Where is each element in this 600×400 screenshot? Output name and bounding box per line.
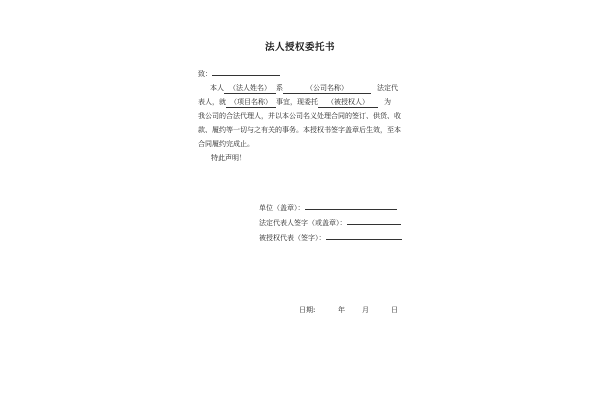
project-field[interactable]: （项目名称） [226,98,276,108]
document-title: 法人授权委托书 [264,42,335,53]
body-line-4: 款、履约等一切与之有关的事务。本授权书签字盖章后生效，至本 [198,126,401,134]
unit-seal-label: 单位（盖章）： [259,204,305,212]
date-day: 日 [391,306,398,314]
declaration: 特此声明！ [211,154,246,162]
body-line-1-post: 法定代 [377,84,398,92]
body-line-1 [210,83,398,94]
body-line-2-post: 为 [384,98,391,106]
recipient-label: 致： [198,70,212,78]
recipient-blank[interactable] [212,66,280,76]
unit-seal-blank[interactable] [305,200,397,210]
body-line-2-pre: 表人，就 [198,98,226,106]
body-line-3: 我公司的合法代理人，并以本公司名义处理合同的签订、供货、收 [198,112,401,120]
date-label: 日期: [299,306,316,314]
company-field[interactable]: （公司名称） [283,84,371,94]
legal-rep-blank[interactable] [347,215,401,225]
legal-rep-label: 法定代表人签字（或盖章）： [259,219,347,227]
recipient-line [198,66,280,77]
body-line-1-pre: 本人 [210,84,224,92]
body-line-1-mid: 系 [276,84,283,92]
unit-seal-line [259,200,397,211]
body-line-2-mid: 事宜，现委托 [276,98,318,106]
agent-sign-blank[interactable] [326,230,402,240]
agent-sign-label: 被授权代表（签字）： [259,234,326,242]
date-month: 月 [362,306,369,314]
legal-rep-line [259,215,401,226]
agent-field[interactable]: （被授权人） [318,98,378,108]
agent-sign-line [259,230,402,241]
body-line-2 [198,97,391,108]
date-year: 年 [338,306,345,314]
body-line-5: 合同履约完成止。 [198,140,254,148]
legal-person-field[interactable]: （法人姓名） [224,84,276,94]
